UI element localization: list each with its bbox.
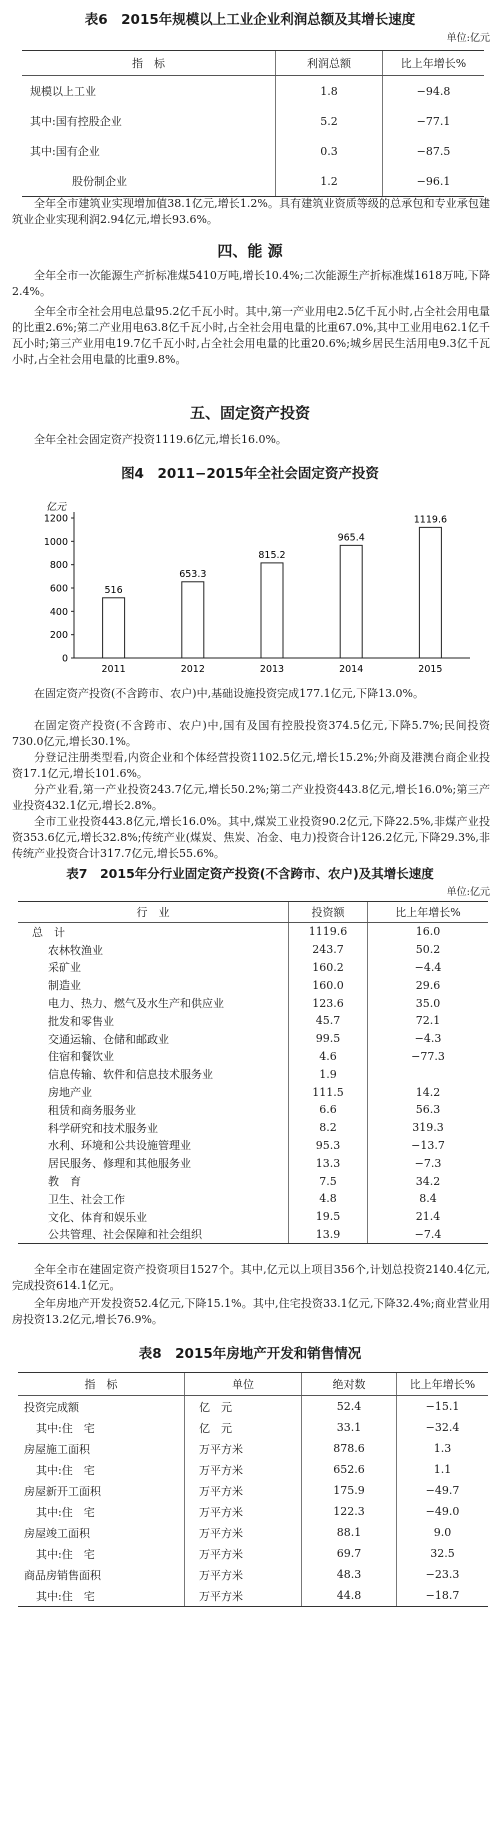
- row-unit: 万平方米: [185, 1480, 302, 1501]
- table-row: [18, 1101, 488, 1119]
- row-value: 1.2: [276, 166, 383, 197]
- row-value: 88.1: [302, 1522, 397, 1543]
- row-value: 175.9: [302, 1480, 397, 1501]
- table8: [18, 1372, 488, 1607]
- table8-header-value: 绝对数: [302, 1373, 397, 1396]
- figure4: [0, 462, 500, 678]
- row-unit: 万平方米: [185, 1543, 302, 1564]
- chart-svg: [0, 488, 500, 678]
- table6-title: 表6 2015年规模以上工业企业利润总额及其增长速度: [84, 12, 416, 28]
- x-tick-label: 2011: [101, 664, 126, 675]
- x-tick-label: 2015: [418, 664, 443, 675]
- row-unit: 万平方米: [185, 1522, 302, 1543]
- y-tick-label: 200: [49, 630, 68, 642]
- row-growth: −15.1: [397, 1396, 489, 1418]
- row-growth: 35.0: [368, 994, 489, 1012]
- row-growth: −49.0: [397, 1501, 489, 1522]
- table8-body: [18, 1396, 488, 1607]
- row-unit: 亿 元: [185, 1396, 302, 1418]
- row-growth: 50.2: [368, 941, 489, 959]
- bar-2015: [419, 527, 441, 658]
- construction-paragraph: 全年全市建筑业实现增加值38.1亿元,增长1.2%。具有建筑业资质等级的总承包和专业承包建筑业企业实现利润2.94亿元,增长93.6%。: [12, 197, 490, 226]
- table-row: [18, 1459, 488, 1480]
- row-value: 52.4: [302, 1396, 397, 1418]
- table-row: [18, 1522, 488, 1543]
- row-value: 1.8: [276, 76, 383, 107]
- table-row: [18, 1083, 488, 1101]
- row-value: 160.0: [289, 976, 368, 994]
- y-tick-label: 600: [49, 583, 68, 595]
- table8-header-row: [18, 1373, 488, 1396]
- table-row: [18, 994, 488, 1012]
- y-tick-label: 0: [61, 653, 68, 665]
- registration-type-paragraph: 分登记注册类型看,内资企业和个体经营投资1102.5亿元,增长15.2%;外商及港澳台商企业投资17.1亿元,增长101.6%。: [12, 751, 490, 780]
- row-growth: 56.3: [368, 1101, 489, 1119]
- table7: [18, 901, 488, 1244]
- row-unit: 万平方米: [185, 1564, 302, 1585]
- row-growth: −32.4: [397, 1417, 489, 1438]
- table7-title: 表7 2015年分行业固定资产投资(不含跨市、农户)及其增长速度: [66, 866, 434, 881]
- table8-title: 表8 2015年房地产开发和销售情况: [138, 1346, 362, 1362]
- row-growth: −96.1: [383, 166, 485, 197]
- table-row: [22, 166, 484, 197]
- table6-header-indicator: 指 标: [22, 51, 276, 76]
- table-row: [18, 941, 488, 959]
- row-value: 6.6: [289, 1101, 368, 1119]
- x-tick-label: 2014: [339, 664, 364, 675]
- row-label: 投资完成额: [24, 1400, 79, 1414]
- energy-production-paragraph: 全年全市一次能源生产折标准煤5410万吨,增长10.4%;二次能源生产折标准煤1618万吨,下降2.4%。: [12, 269, 490, 298]
- row-growth: 1.3: [397, 1438, 489, 1459]
- row-value: 160.2: [289, 959, 368, 977]
- row-growth: −94.8: [383, 76, 485, 107]
- section-energy-heading: 四、能 源: [217, 242, 283, 260]
- row-label: 总 计: [32, 925, 65, 939]
- row-growth: 14.2: [368, 1083, 489, 1101]
- table8-block: [0, 1342, 500, 1607]
- bar-2012: [182, 582, 204, 658]
- row-label: 科学研究和技术服务业: [48, 1121, 158, 1135]
- row-growth: −77.1: [383, 106, 485, 136]
- row-label: 股份制企业: [22, 166, 276, 197]
- industrial-investment-paragraph: 全市工业投资443.8亿元,增长16.0%。其中,煤炭工业投资90.2亿元,下降22.5%,非煤产业投资353.6亿元,增长32.8%;传统产业(煤炭、焦炭、冶金、电力)投资合计126.2亿元,下降29.3%,非传统产业投资合计317.7亿元,增长55.6%。: [12, 815, 490, 860]
- row-unit: 万平方米: [185, 1501, 302, 1522]
- row-label: 其中:住 宅: [18, 1585, 185, 1607]
- real-estate-paragraph: 全年房地产开发投资52.4亿元,下降15.1%。其中,住宅投资33.1亿元,下降32.4%;商业营业用房投资13.2亿元,增长76.9%。: [12, 1297, 490, 1326]
- row-value: 99.5: [289, 1030, 368, 1048]
- row-growth: 1.1: [397, 1459, 489, 1480]
- row-unit: 亿 元: [185, 1417, 302, 1438]
- row-value: 5.2: [276, 106, 383, 136]
- bar-2013: [261, 563, 283, 658]
- table-row: [18, 1065, 488, 1083]
- row-value: 111.5: [289, 1083, 368, 1101]
- row-value: 4.8: [289, 1190, 368, 1208]
- row-value: 1.9: [289, 1065, 368, 1083]
- row-label: 卫生、社会工作: [48, 1192, 125, 1206]
- row-value: 243.7: [289, 941, 368, 959]
- section-investment-heading: 五、固定资产投资: [189, 404, 310, 422]
- row-unit: 万平方米: [185, 1459, 302, 1480]
- electricity-paragraph: 全年全市全社会用电总量95.2亿千瓦小时。其中,第一产业用电2.5亿千瓦小时,占全社会用电量的比重2.6%;第二产业用电63.8亿千瓦小时,占全社会用电量的比重67.0%,其中工业用电62.1亿千瓦小时;第三产业用电19.7亿千瓦小时,占全社会用电量的比重20.6%;城乡居民生活用电9.3亿千瓦小时,占全社会用电量的比重9.8%。: [12, 305, 490, 366]
- row-label: 居民服务、修理和其他服务业: [48, 1157, 191, 1171]
- row-value: 0.3: [276, 136, 383, 166]
- table8-header-indicator: 指 标: [18, 1373, 185, 1396]
- row-label: 房屋施工面积: [24, 1442, 90, 1456]
- y-tick-label: 1200: [43, 513, 68, 525]
- row-unit: 万平方米: [185, 1438, 302, 1459]
- table-row: [18, 1585, 488, 1607]
- table-row: [18, 1480, 488, 1501]
- table6: [22, 50, 484, 197]
- row-value: 33.1: [302, 1417, 397, 1438]
- bar-2011: [103, 598, 125, 658]
- row-label: 其中:住 宅: [36, 1547, 95, 1561]
- table-row: [22, 136, 484, 166]
- industry-paragraph: 分产业看,第一产业投资243.7亿元,增长50.2%;第二产业投资443.8亿元,增长16.0%;第三产业投资432.1亿元,增长2.8%。: [12, 783, 490, 812]
- table-row: [18, 1417, 488, 1438]
- table-row: [18, 1208, 488, 1226]
- table7-body: [18, 923, 488, 1244]
- row-value: 69.7: [302, 1543, 397, 1564]
- row-value: 13.3: [289, 1154, 368, 1172]
- table7-header-growth: 比上年增长%: [368, 902, 489, 923]
- row-growth: 8.4: [368, 1190, 489, 1208]
- row-growth: −18.7: [397, 1585, 489, 1607]
- table-row: [18, 1137, 488, 1155]
- row-label: 租赁和商务服务业: [48, 1103, 136, 1117]
- row-value: 19.5: [289, 1208, 368, 1226]
- x-tick-label: 2013: [259, 664, 285, 675]
- row-label: 房地产业: [48, 1086, 92, 1100]
- row-value: 45.7: [289, 1012, 368, 1030]
- table-row: [18, 1154, 488, 1172]
- row-value: 44.8: [302, 1585, 397, 1607]
- row-value: 4.6: [289, 1048, 368, 1066]
- row-growth: −13.7: [368, 1137, 489, 1155]
- table-row: [22, 76, 484, 107]
- table7-unit: 单位:亿元: [446, 887, 490, 898]
- chart-title: 图4 2011−2015年全社会固定资产投资: [121, 466, 379, 482]
- table-row: [18, 976, 488, 994]
- row-label: 其中:住 宅: [36, 1463, 95, 1477]
- row-growth: −7.4: [368, 1226, 489, 1244]
- y-tick-label: 1000: [43, 536, 68, 548]
- table-row: [18, 1396, 488, 1418]
- row-value: 13.9: [289, 1226, 368, 1244]
- table7-header-amount: 投资额: [289, 902, 368, 923]
- row-label: 规模以上工业: [30, 85, 96, 98]
- chart-bars: [102, 514, 448, 675]
- row-unit: 万平方米: [185, 1585, 302, 1607]
- row-value: 878.6: [302, 1438, 397, 1459]
- x-tick-label: 2012: [180, 664, 205, 675]
- row-label: 文化、体育和娱乐业: [48, 1210, 147, 1224]
- row-label: 交通运输、仓储和邮政业: [48, 1032, 169, 1046]
- table-row: [18, 1543, 488, 1564]
- table-row: [18, 923, 488, 941]
- table8-header-growth: 比上年增长%: [397, 1373, 489, 1396]
- row-label: 其中:住 宅: [36, 1505, 95, 1519]
- row-value: 122.3: [302, 1501, 397, 1522]
- row-label: 房屋新开工面积: [24, 1484, 101, 1498]
- row-label: 其中:住 宅: [36, 1421, 95, 1435]
- table-row: [22, 106, 484, 136]
- table6-header-profit: 利润总额: [276, 51, 383, 76]
- y-tick-label: 400: [49, 606, 68, 618]
- row-growth: 319.3: [368, 1119, 489, 1137]
- y-axis-label: 亿元: [46, 502, 66, 513]
- table7-header-industry: 行 业: [18, 902, 289, 923]
- bar-value-label: 815.2: [258, 549, 286, 561]
- row-label: 商品房销售面积: [24, 1568, 101, 1582]
- row-growth: −7.3: [368, 1154, 489, 1172]
- row-growth: −77.3: [368, 1048, 489, 1066]
- row-label: 其中:国有控股企业: [30, 115, 122, 128]
- row-value: 48.3: [302, 1564, 397, 1585]
- row-growth: −87.5: [383, 136, 485, 166]
- row-value: 8.2: [289, 1119, 368, 1137]
- row-label: 住宿和餐饮业: [48, 1050, 114, 1064]
- state-private-paragraph: 在固定资产投资(不含跨市、农户)中,国有及国有控股投资374.5亿元,下降5.7%;民间投资730.0亿元,增长30.1%。: [12, 719, 490, 748]
- table6-header-growth: 比上年增长%: [383, 51, 485, 76]
- row-value: 123.6: [289, 994, 368, 1012]
- table-row: [18, 1190, 488, 1208]
- table7-block: [0, 864, 500, 1244]
- row-label: 制造业: [48, 979, 81, 993]
- table6-unit: 单位:亿元: [446, 33, 490, 44]
- projects-paragraph: 全年全市在建固定资产投资项目1527个。其中,亿元以上项目356个,计划总投资2140.4亿元,完成投资614.1亿元。: [12, 1263, 490, 1292]
- row-growth: −4.3: [368, 1030, 489, 1048]
- bar-value-label: 965.4: [337, 532, 365, 544]
- row-value: 1119.6: [289, 923, 368, 941]
- table6-header-row: [22, 51, 484, 76]
- table-row: [18, 1438, 488, 1459]
- row-growth: 29.6: [368, 976, 489, 994]
- table-row: [18, 1172, 488, 1190]
- row-label: 房屋竣工面积: [24, 1526, 90, 1540]
- row-growth: −49.7: [397, 1480, 489, 1501]
- bar-value-label: 516: [104, 584, 123, 596]
- row-growth: 9.0: [397, 1522, 489, 1543]
- row-growth: 16.0: [368, 923, 489, 941]
- row-label: 信息传输、软件和信息技术服务业: [48, 1068, 213, 1082]
- table6-block: [0, 8, 500, 197]
- bar-value-label: 1119.6: [413, 514, 448, 526]
- bar-2014: [340, 545, 362, 658]
- row-growth: −4.4: [368, 959, 489, 977]
- row-growth: 32.5: [397, 1543, 489, 1564]
- y-tick-label: 800: [49, 560, 68, 572]
- row-value: 95.3: [289, 1137, 368, 1155]
- table-row: [18, 959, 488, 977]
- table-row: [18, 1012, 488, 1030]
- row-label: 公共管理、社会保障和社会组织: [18, 1226, 289, 1244]
- table-row: [18, 1226, 488, 1244]
- row-growth: 34.2: [368, 1172, 489, 1190]
- table8-header-unit: 单位: [185, 1373, 302, 1396]
- table-row: [18, 1048, 488, 1066]
- row-growth: −23.3: [397, 1564, 489, 1585]
- row-label: 其中:国有企业: [30, 145, 100, 158]
- row-label: 采矿业: [48, 961, 81, 975]
- row-growth: 72.1: [368, 1012, 489, 1030]
- row-value: 652.6: [302, 1459, 397, 1480]
- row-growth: [368, 1065, 489, 1083]
- table-row: [18, 1030, 488, 1048]
- table-row: [18, 1119, 488, 1137]
- investment-total-paragraph: 全年全社会固定资产投资1119.6亿元,增长16.0%。: [34, 433, 287, 446]
- row-label: 电力、热力、燃气及水生产和供应业: [48, 997, 224, 1011]
- bar-value-label: 653.3: [179, 568, 207, 580]
- table-row: [18, 1501, 488, 1522]
- row-growth: 21.4: [368, 1208, 489, 1226]
- row-label: 教 育: [48, 1175, 81, 1189]
- infrastructure-paragraph: 在固定资产投资(不含跨市、农户)中,基础设施投资完成177.1亿元,下降13.0%。: [34, 687, 425, 700]
- row-value: 7.5: [289, 1172, 368, 1190]
- row-label: 农林牧渔业: [48, 943, 103, 957]
- table7-header-row: [18, 902, 488, 923]
- table-row: [18, 1564, 488, 1585]
- row-label: 水利、环境和公共设施管理业: [48, 1139, 191, 1153]
- row-label: 批发和零售业: [48, 1014, 114, 1028]
